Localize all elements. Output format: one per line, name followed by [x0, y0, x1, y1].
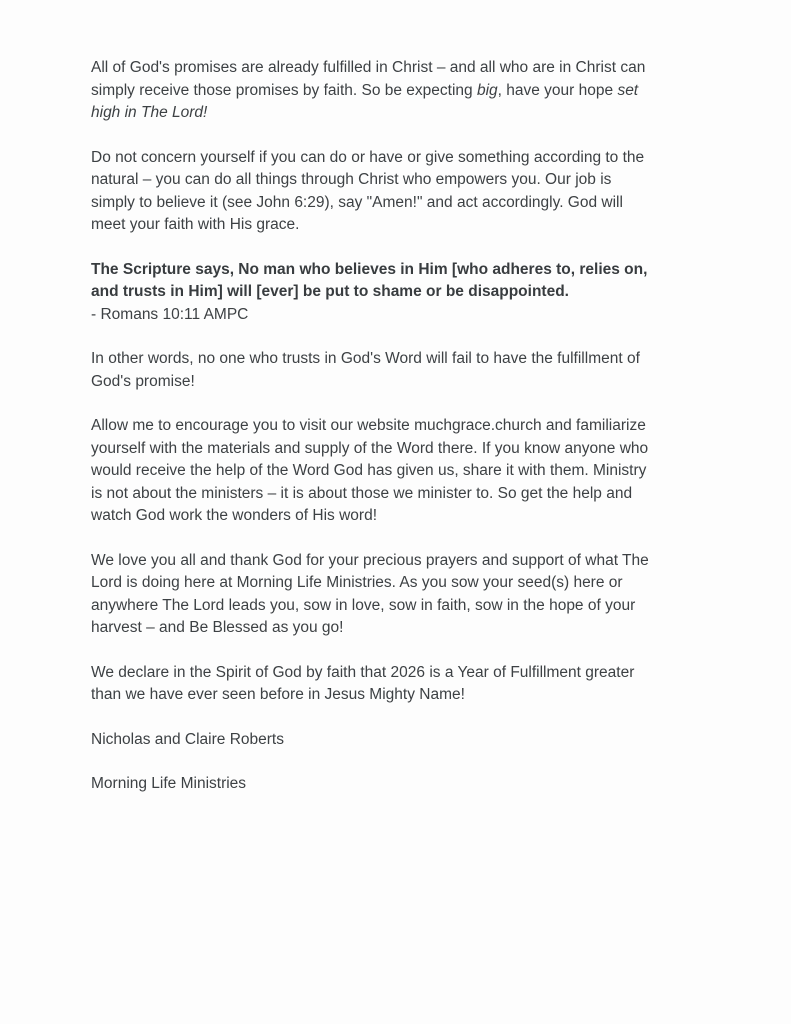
text-run: simply to believe it (see John 6:29), say "Amen!" and act accordingly. God will	[91, 193, 623, 211]
text-line	[91, 281, 731, 304]
text-run: yourself with the materials and supply of the Word there. If you know anyone who	[91, 439, 649, 457]
paragraph-website	[91, 415, 731, 528]
paragraph-declaration	[91, 662, 731, 707]
text-line	[91, 460, 731, 483]
text-line	[91, 57, 731, 80]
text-line	[91, 483, 731, 506]
scripture-quote	[91, 259, 731, 327]
text-line	[91, 348, 731, 371]
text-run: natural – you can do all things through Christ who empowers you. Our job is	[91, 171, 612, 188]
text-run: is not about the ministers – it is about those we minister to. So get the help and	[91, 484, 633, 502]
text-run: simply receive those promises by faith. So be expecting	[91, 81, 477, 99]
text-run: We declare in the Spirit of God by faith that 2026 is a Year of Fulfillment greater	[91, 663, 635, 681]
text-run: Lord is doing here at Morning Life Ministries. As you sow your seed(s) here or	[91, 574, 623, 591]
text-line	[91, 371, 731, 394]
text-line	[91, 662, 731, 685]
text-run: We love you all and thank God for your precious prayers and support of what The	[91, 551, 649, 569]
text-run: would receive the help of the Word God has given us, share it with them. Ministry	[91, 462, 647, 479]
text-line	[91, 617, 731, 640]
text-line	[91, 192, 731, 215]
text-run: Do not concern yourself if you can do or have or give something according to the	[91, 148, 645, 166]
text-line	[91, 572, 731, 595]
text-line	[91, 415, 731, 438]
paragraph-thanks	[91, 550, 731, 640]
text-line	[91, 80, 731, 103]
paragraph-believe	[91, 147, 731, 237]
text-run: - Romans 10:11 AMPC	[91, 305, 249, 323]
text-line	[91, 729, 731, 752]
bold-text: The Scripture says, No man who believes in Him [who adheres to, relies on,	[91, 260, 648, 278]
text-line	[91, 102, 731, 125]
text-run: anywhere The Lord leads you, sow in love, sow in faith, sow in the hope of your	[91, 596, 636, 614]
signature-names	[91, 729, 731, 752]
italic-text: set	[617, 81, 639, 99]
paragraph-fulfillment	[91, 348, 731, 393]
text-line	[91, 259, 731, 282]
letter-body	[91, 57, 731, 818]
text-line	[91, 684, 731, 707]
text-line	[91, 147, 731, 170]
italic-text: high in The Lord!	[91, 104, 208, 121]
text-line	[91, 438, 731, 461]
text-run: Morning Life Ministries	[91, 775, 247, 792]
text-line	[91, 304, 731, 327]
text-line	[91, 773, 731, 796]
italic-text: big	[476, 81, 498, 99]
text-line	[91, 169, 731, 192]
text-line	[91, 595, 731, 618]
text-line	[91, 550, 731, 573]
text-run: harvest – and Be Blessed as you go!	[91, 619, 344, 636]
text-run: , have your hope	[497, 81, 618, 99]
text-run: Nicholas and Claire Roberts	[91, 730, 284, 748]
text-run: watch God work the wonders of His word!	[91, 507, 378, 524]
text-run: Allow me to encourage you to visit our website muchgrace.church and familiarize	[91, 417, 646, 434]
bold-text: and trusts in Him] will [ever] be put to shame or be disappointed.	[91, 283, 569, 300]
signature-ministry	[91, 773, 731, 796]
text-run: God's promise!	[91, 372, 195, 390]
text-run: In other words, no one who trusts in God's Word will fail to have the fulfillment of	[91, 350, 640, 367]
text-line	[91, 505, 731, 528]
text-line	[91, 214, 731, 237]
text-run: meet your faith with His grace.	[91, 216, 300, 233]
text-run: than we have ever seen before in Jesus Mighty Name!	[91, 686, 465, 703]
paragraph-promises	[91, 57, 731, 125]
text-run: All of God's promises are already fulfilled in Christ – and all who are in Christ can	[91, 59, 646, 76]
